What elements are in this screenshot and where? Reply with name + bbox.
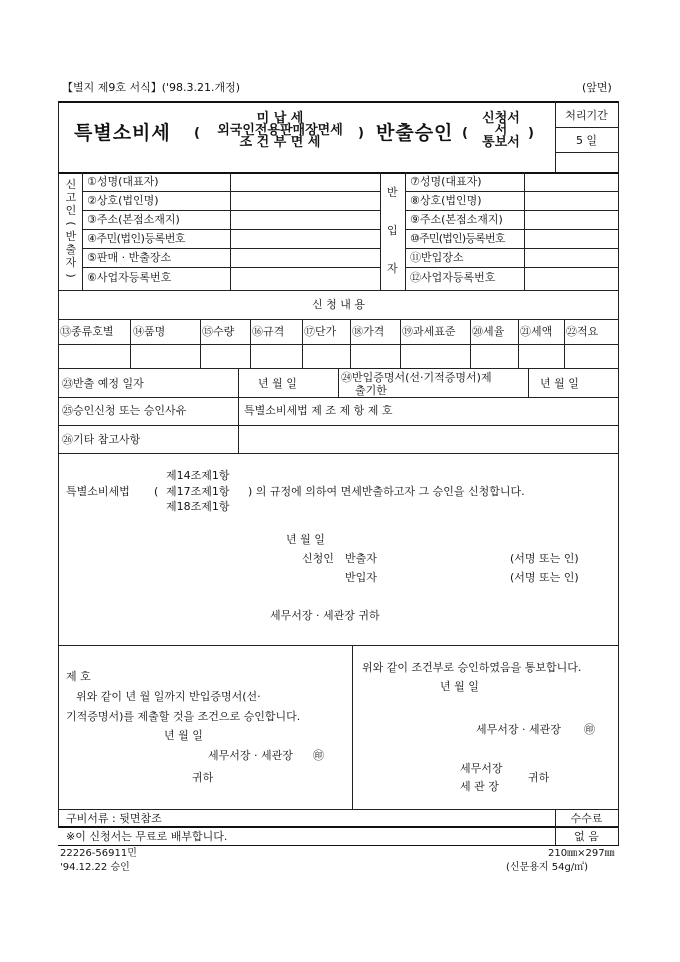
approval-right-date: 년 월 일 [440,680,479,693]
rcv-value-sep [524,172,525,290]
app-label-sep [82,172,83,290]
app-row-line [82,191,380,192]
reason-value: 특별소비세법 제 조 제 항 제 호 [244,404,393,417]
side-char: 고 [65,191,77,204]
applicant-field-place: ⑤판매 · 반출장소 [87,251,172,264]
seal-icon: ㊞ [584,723,595,736]
etc-label: ㉖기타 참고사항 [62,433,141,446]
rcv-row-line [405,191,618,192]
reason-label: ㉕승인신청 또는 승인사유 [62,404,187,417]
rcv-start [380,172,381,290]
receiver-field-place: ⑪반입장소 [410,251,464,264]
ship-date-value: 년 월 일 [258,377,297,390]
column-header: ⑭품명 [133,325,166,338]
applicant-field-name: ①성명(대표자) [87,175,159,188]
footer-docs: 구비서류 : 뒷면참조 [66,812,162,825]
side-char: 출 [65,243,77,256]
col-sep [250,319,251,368]
title-main: 특별소비세 [74,122,171,144]
fee-value: 없 음 [574,830,599,843]
approval-right-line-1: 위와 같이 조건부로 승인하였음을 통보합니다. [362,661,582,674]
footer-top [58,809,619,810]
statement-receiver: 반입자 [345,571,377,584]
rcv-row-line [405,248,618,249]
title-open-paren: ( [194,126,200,141]
footer-approved: '94.12.22 승인 [60,862,130,873]
title-option-1: 외국인전용판매장면세 [217,123,343,138]
title-options [206,113,354,149]
doc-type-0: 신청서 [482,111,520,126]
footer-code: 22226-56911민 [60,848,137,859]
approval-left-signer: 세무서장 · 세관장 [208,749,293,762]
row-line [58,453,619,454]
side-char: ( [64,221,78,226]
receiver-field-regno: ⑩주민(법인)등록번호 [410,232,505,245]
col-sep [350,319,351,368]
title-doc-types [472,113,530,149]
side-char: ) [64,273,78,278]
rcv-label-sep [405,172,406,290]
applicant-field-company: ②상호(법인명) [87,194,159,207]
column-header: ⑲과세표준 [402,325,456,338]
seal-icon: ㊞ [313,749,324,762]
statement-applicant-prefix: 신청인 [302,552,334,565]
statement-date: 년 월 일 [286,533,325,546]
fee-row-line [555,826,618,827]
footer-size: 210㎜×297㎜ [548,848,615,859]
receiver-side-char: 자 [387,262,398,275]
title-close-paren: ) [358,126,364,141]
content-title-line [58,319,619,320]
frame-top [58,101,619,103]
approval-right-signer: 세무서장 · 세관장 [476,723,561,736]
footer-paper: (신문용지 54g/㎡) [506,862,589,873]
side-char: 신 [65,178,77,191]
side-char: 반 [65,230,77,243]
proc-box-bot [555,152,618,153]
col-sep [200,319,201,368]
app-row-line [82,210,380,211]
statement-addressee: 세무서장 · 세관장 귀하 [270,609,380,622]
rcv-row-line [405,267,618,268]
doc-type-1: 서 [494,123,508,138]
columns-line [58,344,619,345]
rcv-row-line [405,210,618,211]
col-sep [518,319,519,368]
approval-top [58,645,619,646]
column-header: ㉑세액 [520,325,553,338]
col-sep [302,319,303,368]
cert-label-1: ㉔반입증명서(선·기적증명서)제 [341,371,492,384]
applicant-field-address: ③주소(본점소재지) [87,213,180,226]
approval-no: 제 호 [66,670,91,683]
row-date-sep [528,368,529,397]
statement-shipper: 반출자 [345,552,377,565]
statement-article-0: 제14조제1항 [166,469,230,482]
approval-sep [352,645,353,809]
statement-sign-2: (서명 또는 인) [510,571,579,584]
doc-type-2: 통보서 [482,135,520,150]
receiver-field-bizno: ⑫사업자등록번호 [410,271,496,284]
form-number: 【별지 제9호 서식】('98.3.21.개정) [62,81,241,94]
applicant-field-bizno: ⑥사업자등록번호 [87,271,172,284]
applicant-field-regno: ④주민(법인)등록번호 [87,232,185,245]
statement-article-1: 제17조제1항 [166,485,230,498]
frame-right [618,101,619,827]
block-bottom [58,290,619,291]
column-header: ⑮수량 [202,325,235,338]
app-value-sep [230,172,231,290]
column-header: ⑱가격 [352,325,385,338]
proc-box-mid [555,127,618,128]
side-char: 인 [65,204,77,217]
statement-article-2: 제18조제1항 [166,500,230,513]
statement-text: ) 의 규정에 의하여 면세반출하고자 그 승인을 신청합니다. [248,485,525,498]
col-sep [470,319,471,368]
receiver-field-company: ⑧상호(법인명) [410,194,482,207]
footer-note: ※이 신청서는 무료로 배부합니다. [66,830,228,843]
column-header: ⑯규격 [252,325,285,338]
approval-right-to-3: 귀하 [528,771,550,784]
title-option-2: 조 건 부 면 세 [239,135,321,150]
approval-left-line-1: 위와 같이 년 월 일까지 반입증명서(선· [76,690,261,703]
footer-bottom [58,845,619,846]
row-mid-sep [338,368,339,397]
approval-left-date: 년 월 일 [164,729,203,742]
column-header: ⑳세율 [472,325,505,338]
cert-date-value: 년 월 일 [540,377,579,390]
side-char: 자 [65,256,77,269]
title-middle: 반출승인 [376,122,454,144]
statement-open: ( [154,485,159,498]
app-row-line [82,248,380,249]
col-sep [130,319,131,368]
title-option-0: 미 납 세 [256,111,304,126]
approval-right-to-1: 세무서장 [460,762,503,775]
content-title: 신 청 내 용 [312,298,365,311]
statement-sign-1: (서명 또는 인) [510,552,579,565]
page-side: (앞면) [582,81,612,94]
processing-value: 5 일 [575,134,598,147]
receiver-side-char: 입 [387,224,398,237]
row-line [58,397,619,398]
rcv-row-line [405,229,618,230]
processing-label: 처리기간 [565,109,608,122]
col-sep [400,319,401,368]
row-label-sep [238,368,239,453]
column-header: ⑰단가 [304,325,337,338]
frame-bottom [58,826,619,828]
frame-left [58,101,59,827]
fee-right [618,827,619,845]
receiver-side-char: 반 [387,186,398,199]
title-open-paren-2: ( [462,126,468,141]
col-sep [564,319,565,368]
approval-left-to: 귀하 [192,771,214,784]
receiver-field-name: ⑦성명(대표자) [410,175,482,188]
app-row-line [82,229,380,230]
cert-label-2: 출기한 [355,384,387,397]
fee-label: 수수료 [570,812,603,825]
statement-law: 특별소비세법 [66,485,130,498]
applicant-side-label [63,178,79,282]
ship-date-label: ㉓반출 예정 일자 [62,377,144,390]
row-line [58,425,619,426]
title-close-paren-2: ) [528,126,534,141]
column-header: ⑬종류호별 [60,325,114,338]
receiver-field-address: ⑨주소(본점소재지) [410,213,503,226]
block-top [58,172,619,174]
column-header: ㉒적요 [566,325,599,338]
approval-right-to-2: 세 관 장 [460,780,499,793]
approval-left-line-2: 기적증명서)를 제출할 것을 조건으로 승인합니다. [66,710,301,723]
app-row-line [82,267,380,268]
